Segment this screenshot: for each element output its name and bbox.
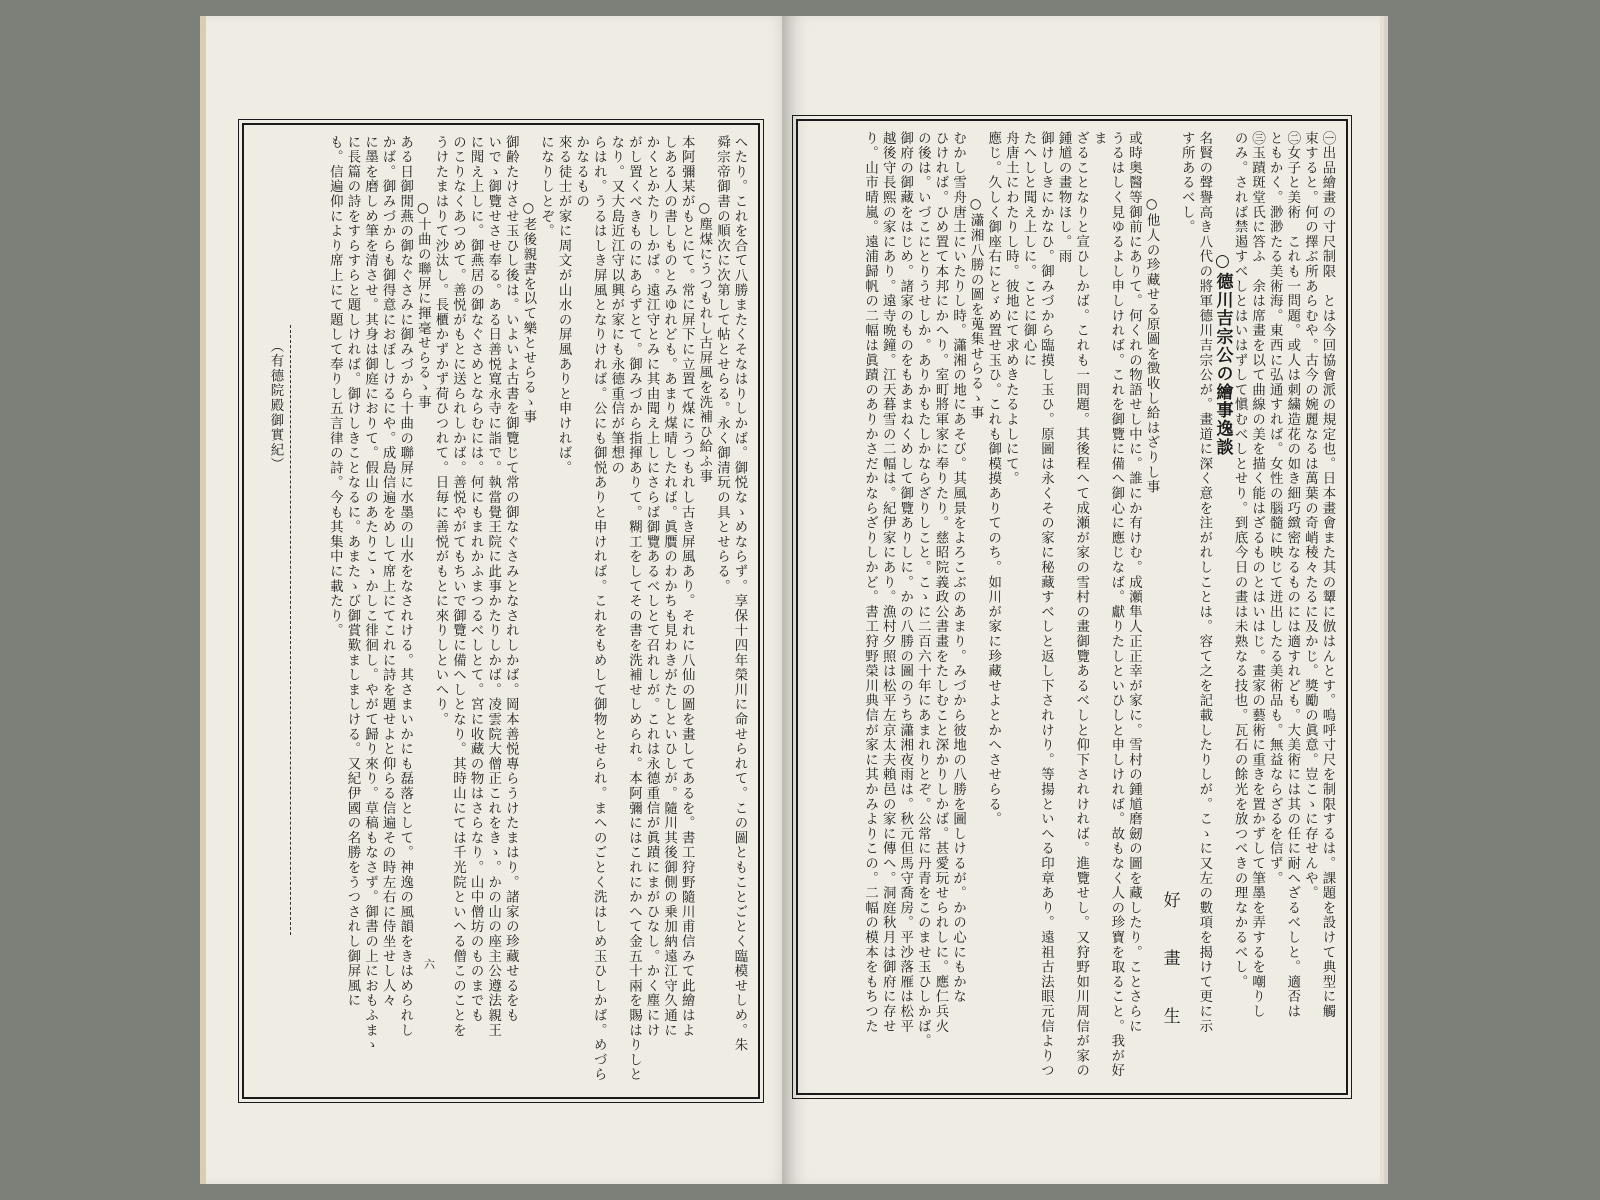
text-column: しある人の書しものとみゆれども。あまり煤晴したれば。眞贋のわかちも見わきがたしといひしが。隨川其後御側の乗加納遠江守久通に: [661, 135, 677, 1038]
text-column: に長篇の詩をすらすらと題しければ。御けしきことなるに。あまたゝび御賞歎ましましける。又紀伊國の名勝をうつされし御屏風に: [344, 135, 360, 1009]
text-column: ㊂玉蹟斑堂氏に答ふ 余は席畫を以て曲線の美を描く能はざるものとはいはじ。畫家の藝術に重きを置かずして筆墨を弄するを嘲りし: [1249, 131, 1265, 1019]
text-column: 越後守長熙の家にあり。遠寺晩鐘。江天暮雪の二幅は。紀伊家にあり。漁村夕照は松平左京太夫賴邑の家に傳へ。洞庭秋月は御府に存せ: [880, 131, 896, 1034]
left-text-frame: [242, 123, 760, 1099]
section-heading: ○他人の珍藏せる原圖を徴收し給はざりし事: [1144, 197, 1160, 495]
citation-rule: [290, 325, 291, 935]
text-column: らはれ。うるはしき屏風となりければ。公にも御悦ありと申ければ。これをもめして御物とせられ。まへのごとく洗はしめ玉ひしかば。めづらかなるもの: [573, 135, 607, 1083]
text-column: に墨を磨しめ筆を清させ。其身は御庭におりて。假山のあたりこゝかしこ徘徊し。やがて歸り來り。草稿もなさず。御書の上におもふまゝ: [362, 135, 378, 1053]
text-column: ある日御閒燕の御なぐさみに御みづから十曲の聯屏に水墨の山水をなされける。其さまいかにも磊落として。神逸の風韻をきはめられし: [397, 135, 413, 1038]
text-column: のみ。されば禁遏すべしとはいはずして愼むべしとせり。到底今日の畫は未熟なる技也。瓦石の餘光を放つべきの理なかるべし。: [1232, 131, 1248, 990]
text-column: 本阿彌某がもとにて。常に屏下に立置て煤にうつもれし古き屏風あり。それに八仙の圖を畫してあるを。書工狩野隨川甫信みて此繪はよ: [679, 135, 695, 1038]
text-column: 名賢の聲譽高き八代の將軍德川吉宗公が。畫道に深く意を注がれしことは。容て之を記載したりしが。こゝに又左の數項を揭けて更に示: [1196, 131, 1212, 1034]
text-column: がし置くべきものにあらずとて。御みづから指揮ありて。糊工をしてその書を洗補せしめられ。本阿彌にはこれにかへて金五十兩を賜はりしとなり。又大島近江守以興が家にも永德重信が筆想の: [608, 135, 642, 1083]
text-column: うるはしく見ゆるよし申しければ。これを御覽に備へ御心に應じなば。獻りたしといひしと申しければ。故もなく人の珍寶を取ること。我が好ま: [1091, 131, 1124, 1079]
text-column: ひければ。ひめ置て本邦にかへり。室町將軍家に奉りたり。慈昭院義政公書畫をたしむこと深かりしかば。甚愛玩せられしに。應仁兵火: [932, 131, 948, 1034]
section-heading: ○老後親書を以て樂とせらるゝ事: [520, 201, 536, 425]
text-column: ㊁女子と美術 これも一問題。或人は刺繍造花の如き細巧緻密なるものには適すれども。大美術には其の任に耐へざるべしと。適否は: [1284, 131, 1300, 1019]
section-heading: ○十曲の聯屏に揮毫せらるゝ事: [415, 201, 431, 410]
section-heading: ○塵煤にうつもれし古屏風を洗補ひ給ふ事: [696, 201, 712, 484]
article-title: ○德川吉宗公の繪事逸談: [1212, 251, 1233, 457]
text-column: も。信遍仰により席上にて題して奉りし五言律の詩。今も其集中に載たり。: [327, 135, 343, 639]
text-column: 束すると。何の擇ぶ所あらむや。古今の婉麗なるは萬葉の奇峭稜々たるに及かじ。獎勵の眞意。豈こゝに存せんや。: [1302, 131, 1318, 901]
text-column: うけたまはりて沙汰し。長櫃かずかず荷ひつれて。日毎に善悦がもとに來りしといへり。: [432, 135, 448, 727]
text-column: に聞え上しに。御燕居の御なぐさめとならむには。何にもまれかふまつるべしとて。宮に收藏の物はさらなり。山中僧坊のものまでも: [468, 135, 484, 1023]
text-column: 御けしきにかなひ。御みづから臨摸し玉ひ。原圖は永くその家に秘藏すべしと返し下されけり。等揚といへる印章あり。遠祖古法眼元信よりつたへしと聞え上しに。ことに御心に: [1020, 131, 1054, 1079]
text-column: ㊀出品繪畫の寸尺制限 とは今回協會派の規定也。日本畫會また其の顰に倣はんとす。嗚呼寸尺を制限するは。課題を設けて典型に觸: [1320, 131, 1335, 1019]
text-column: り。山市晴嵐。遠浦歸帆の二幅は眞蹟のありかさだかならざりしかど。書工狩野榮川典信が家に其かみよりこの。二幅の模本をもちつた: [862, 131, 878, 1034]
right-page: [782, 16, 1380, 1184]
text-column: 御齢たけさせ玉ひし後は。いよいよ古書を御覽じて常の御なぐさみとなされしかば。岡本善悦專らうけたまはり。諸家の珍藏せるをも: [503, 135, 519, 1023]
section-heading: ○瀟湘八勝の圖を蒐集せらるゝ事: [968, 197, 984, 421]
left-page-text: [254, 135, 748, 1087]
open-book: [200, 16, 1380, 1184]
right-page-text: [808, 131, 1336, 1083]
text-column: す所あるべし。: [1179, 131, 1195, 235]
text-column: 御府の御藏をはじめ。諸家のものをもあまねくめして御覽ありしに。かの八勝の圖のうち瀟湘夜雨は。秋元但馬守喬房。平沙落雁は松平: [897, 131, 913, 1034]
text-column: むかし雪舟唐土にいたりし時。瀟湘の地にあそび。其風景をよろこぶのあまり。みづから彼地の八勝を圖しけるが。かの心にもかな: [950, 131, 966, 1005]
text-column: かくとかたりしかば。遠江守とみに其由聞え上しにさらば御覽あるべしとて召れしが。これは永德重信が眞蹟にまがひなし。かく塵にけ: [644, 135, 660, 1038]
source-citation: （有德院殿御實紀）: [268, 339, 283, 473]
right-text-frame: [796, 119, 1348, 1095]
text-column: 應じ。久しく御座右にとゞめ置せ玉ひ。これも御模摸ありてのち。如川が家に珍藏せよとかへさせらる。: [985, 131, 1001, 827]
text-column: の後は。いづこにとりうせしか。ありかもたしかならざりしこと。こゝに二百六十年にあまれりとぞ。公常に丹青をこのませ玉ひしかば。: [915, 131, 931, 1049]
text-column: 舜宗帝御書の順次に次第して帖とせらる。永く御清玩の具とせらる。: [714, 135, 730, 594]
text-column: 來る徒士が家に周文が山水の屏風ありと申ければ。: [556, 135, 572, 476]
text-column: のこりなくあつめて。善悦がもとに送られしかば。善悦やがてもちいで御覽に備へしとなり。其時山にては千光院といへる僧このことを: [450, 135, 466, 1038]
text-column: いでゝ御覽せさせ奉る。ある日善悦寛永寺に詣で。執當覺王院に此事かたりしかば。凌雲院大僧正これをきゝ。かの山の座主公遵法親王: [485, 135, 501, 1038]
text-column: 或時奥醫等御前にありて。何くれの物語せし中に。誰にか有けむ。成瀬隼人正正幸が家に。雪村の鍾馗磨劒の圖を藏したり。ことさらに: [1126, 131, 1142, 1034]
text-column: ともかく。渺渺たる美術海。東西に弘通すれば。女性の腦髓に映じて迸出したる美術品も。無益ならざるを信ず。: [1267, 131, 1283, 886]
text-column: 舟唐土にわたりし時。彼地にて求めきたるよしにて。: [1003, 131, 1019, 487]
text-column: ざることなりと宣ひしかば。これも一問題。其後程へて成瀬が家の雪村の畫御覽あるべしと仰下されければ。進覽せし。又狩野如川周信が家の鍾馗の畫物ほし。雨: [1056, 131, 1089, 1079]
text-column: かば。御みづからも御得意におぼしけるにや。成島信遍をめして席上にてこれに詩を題せよと仰らる信遍その時左右に侍坐せし人々: [380, 135, 396, 1009]
text-column: へたり。これを合て八勝またくそなはりしかば。御悦なゝめならず。享保十四年榮川に命せられて。この圖ともことごとく臨模せしめ。朱: [732, 135, 747, 1053]
author-byline: 好 畫 生: [1159, 891, 1180, 1036]
page-number: 六: [424, 958, 435, 971]
text-column: になりしとぞ。: [538, 135, 554, 239]
left-page: [200, 16, 796, 1184]
